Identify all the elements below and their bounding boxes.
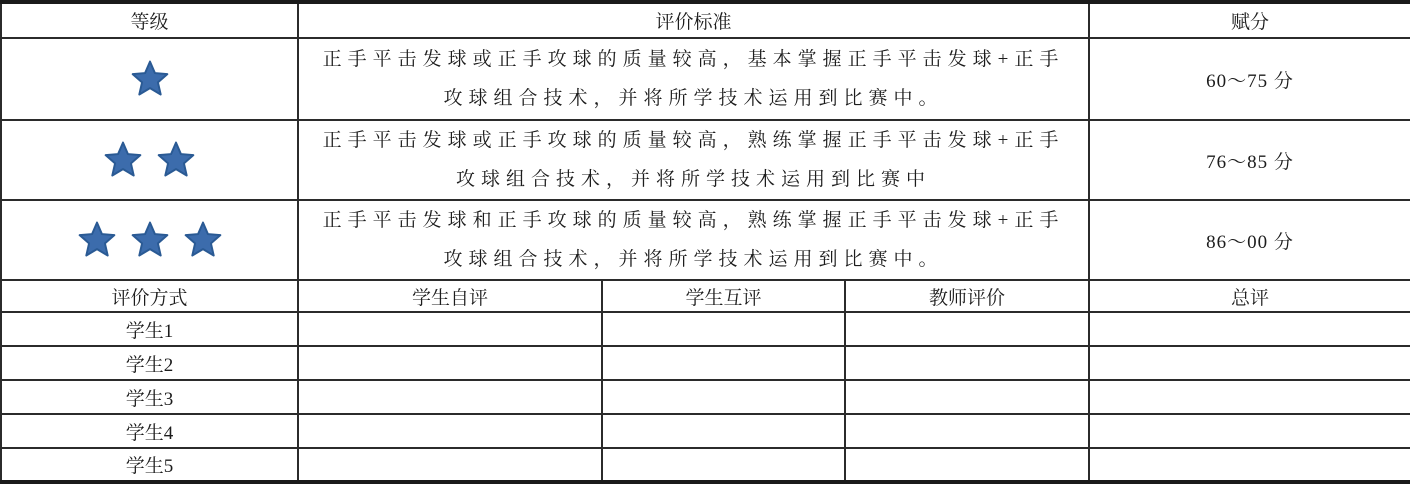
star-icon <box>103 141 143 179</box>
empty-cell <box>298 414 602 448</box>
level-1-criteria-cell <box>298 38 1089 120</box>
header-criteria: 评价标准 <box>298 2 1089 38</box>
criteria-text: 攻球组合技术，并将所学技术运用到比赛中。 <box>443 249 944 270</box>
empty-cell <box>1089 312 1410 346</box>
empty-cell <box>298 346 602 380</box>
star-icon <box>130 221 170 259</box>
level-row-2 <box>1 120 1410 200</box>
header-row <box>1 2 1410 38</box>
level-2-stars-cell <box>1 120 298 200</box>
empty-cell <box>298 380 602 414</box>
level-3-score: 86～00 分 <box>1089 200 1410 280</box>
empty-cell <box>602 346 845 380</box>
empty-cell <box>845 448 1089 482</box>
empty-cell <box>1089 448 1410 482</box>
empty-cell <box>602 380 845 414</box>
method-col-peer: 学生互评 <box>602 280 845 312</box>
level-3-criteria-cell <box>298 200 1089 280</box>
empty-cell <box>602 312 845 346</box>
level-1-stars-cell <box>1 38 298 120</box>
method-header-row <box>1 280 1410 312</box>
criteria-text: 正手平击发球和正手攻球的质量较高，熟练掌握正手平击发球+正手 <box>322 210 1065 231</box>
level-row-3 <box>1 200 1410 280</box>
level-3-stars-cell <box>1 200 298 280</box>
student-row <box>1 414 1410 448</box>
student-row <box>1 380 1410 414</box>
method-col-self: 学生自评 <box>298 280 602 312</box>
method-col-teacher: 教师评价 <box>845 280 1089 312</box>
empty-cell <box>602 448 845 482</box>
method-col-total: 总评 <box>1089 280 1410 312</box>
empty-cell <box>845 380 1089 414</box>
empty-cell <box>298 312 602 346</box>
empty-cell <box>845 346 1089 380</box>
empty-cell <box>298 448 602 482</box>
student-name: 学生3 <box>1 380 298 414</box>
empty-cell <box>1089 346 1410 380</box>
level-2-score: 76～85 分 <box>1089 120 1410 200</box>
level-2-criteria-cell <box>298 120 1089 200</box>
criteria-text: 正手平击发球或正手攻球的质量较高，基本掌握正手平击发球+正手 <box>322 49 1065 70</box>
empty-cell <box>602 414 845 448</box>
header-level: 等级 <box>1 2 298 38</box>
star-icon <box>77 221 117 259</box>
student-row <box>1 346 1410 380</box>
criteria-text: 攻球组合技术，并将所学技术运用到比赛中。 <box>443 88 944 109</box>
criteria-text: 正手平击发球或正手攻球的质量较高，熟练掌握正手平击发球+正手 <box>322 130 1065 151</box>
level-row-1 <box>1 38 1410 120</box>
star-icon <box>130 60 170 98</box>
empty-cell <box>845 312 1089 346</box>
student-name: 学生4 <box>1 414 298 448</box>
empty-cell <box>1089 414 1410 448</box>
star-icon <box>156 141 196 179</box>
header-score: 赋分 <box>1089 2 1410 38</box>
student-name: 学生5 <box>1 448 298 482</box>
method-label: 评价方式 <box>1 280 298 312</box>
student-name: 学生1 <box>1 312 298 346</box>
criteria-text: 攻球组合技术，并将所学技术运用到比赛中 <box>456 169 932 190</box>
star-icon <box>183 221 223 259</box>
student-name: 学生2 <box>1 346 298 380</box>
empty-cell <box>1089 380 1410 414</box>
empty-cell <box>845 414 1089 448</box>
student-row <box>1 312 1410 346</box>
student-row <box>1 448 1410 482</box>
level-1-score: 60～75 分 <box>1089 38 1410 120</box>
